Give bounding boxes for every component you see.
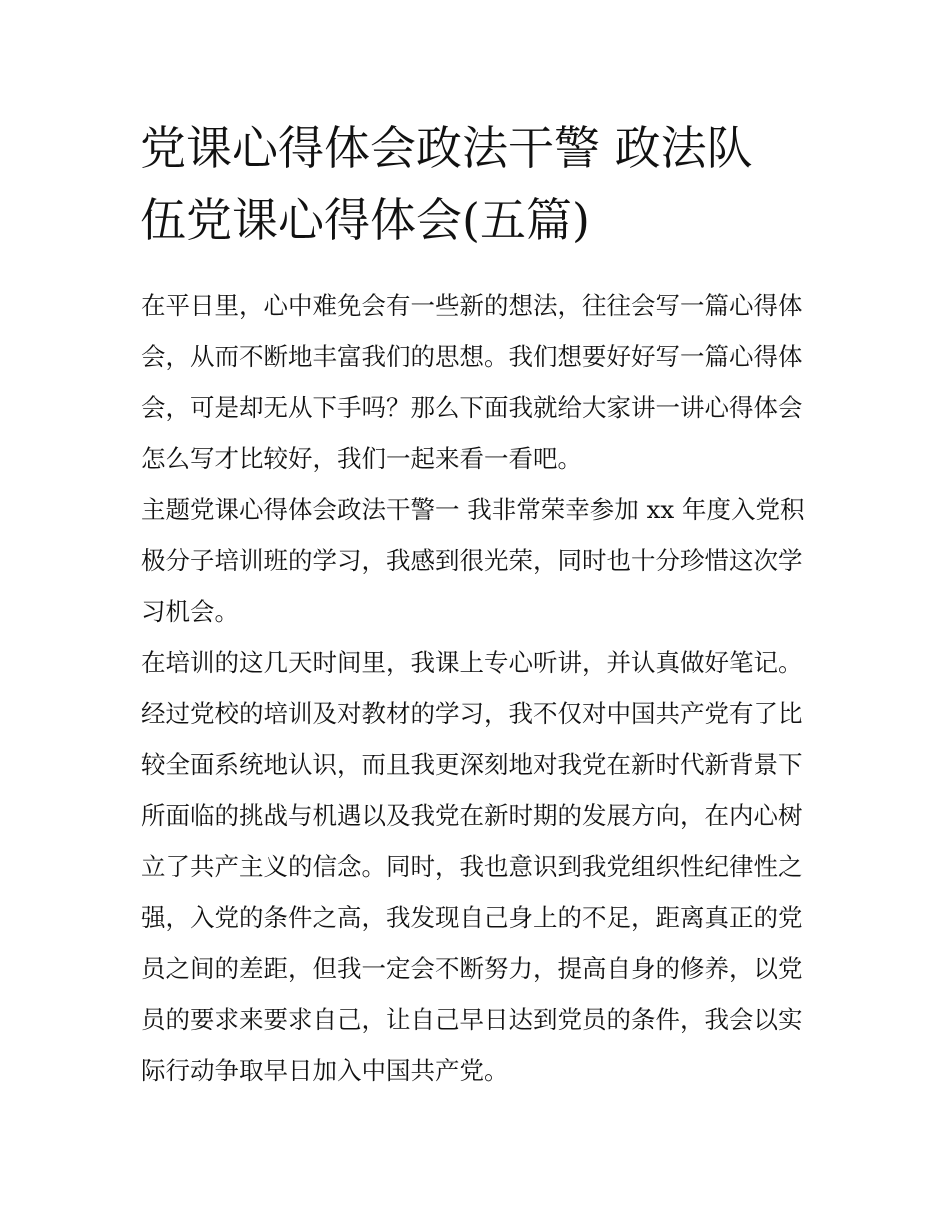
paragraph-intro xyxy=(141,280,813,484)
document-body xyxy=(141,280,813,1096)
text-line: 际行动争取早日加入中国共产党。 xyxy=(141,1056,509,1085)
text-line: 员的要求来要求自己，让自己早日达到党员的条件，我会以实 xyxy=(141,1005,803,1034)
text-line: 强，入党的条件之高，我发现自己身上的不足，距离真正的党 xyxy=(141,903,803,932)
text-line: 在平日里，心中难免会有一些新的想法，往往会写一篇心得体 xyxy=(141,291,803,320)
text-line: 在培训的这几天时间里，我课上专心听讲，并认真做好笔记。 xyxy=(141,648,803,677)
document-title xyxy=(140,112,812,256)
paragraph-topic xyxy=(141,484,813,637)
text-line: 习机会。 xyxy=(141,597,239,626)
text-line: 主题党课心得体会政法干警一 我非常荣幸参加 xx 年度入党积 xyxy=(141,495,805,524)
text-line: 经过党校的培训及对教材的学习，我不仅对中国共产党有了比 xyxy=(141,699,803,728)
text-line: 较全面系统地认识，而且我更深刻地对我党在新时代新背景下 xyxy=(141,750,803,779)
text-line: 立了共产主义的信念。同时，我也意识到我党组织性纪律性之 xyxy=(141,852,803,881)
text-line: 员之间的差距，但我一定会不断努力，提高自身的修养，以党 xyxy=(141,954,803,983)
text-line: 会，可是却无从下手吗？那么下面我就给大家讲一讲心得体会 xyxy=(141,393,803,422)
text-line: 极分子培训班的学习，我感到很光荣，同时也十分珍惜这次学 xyxy=(141,546,803,575)
text-line: 所面临的挑战与机遇以及我党在新时期的发展方向，在内心树 xyxy=(141,801,803,830)
title-line-1: 党课心得体会政法干警 政法队 xyxy=(140,121,753,175)
title-line-2: 伍党课心得体会(五篇) xyxy=(140,193,590,247)
text-line: 怎么写才比较好，我们一起来看一看吧。 xyxy=(141,444,582,473)
text-line: 会，从而不断地丰富我们的思想。我们想要好好写一篇心得体 xyxy=(141,342,803,371)
paragraph-training xyxy=(141,637,813,1096)
